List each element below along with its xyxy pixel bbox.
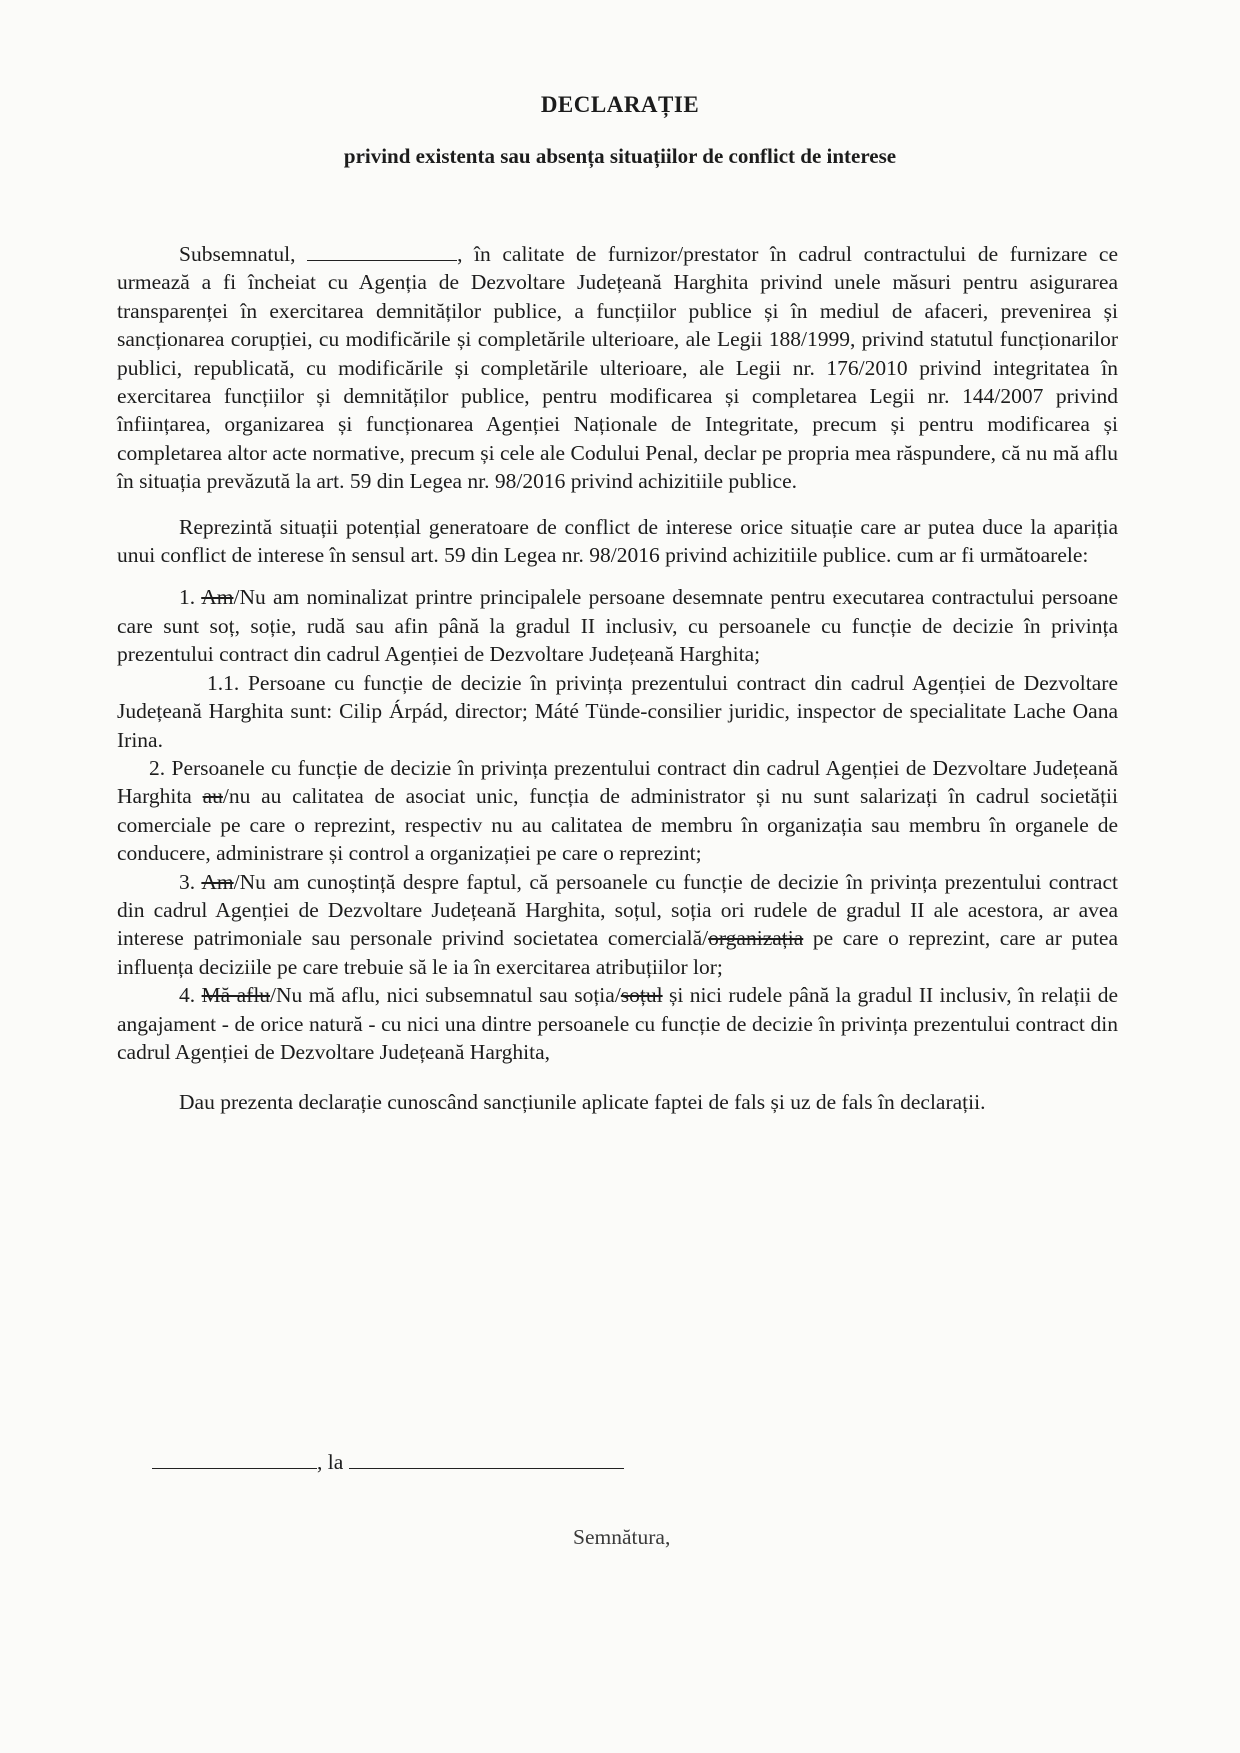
item-1 xyxy=(117,583,1118,668)
item-1-text: /Nu am nominalizat printre principalele persoane desemnate pentru executarea contractului persoane care sunt soț, soție, rudă sau afin până la gradul II inclusiv, cu persoanele cu funcție de decizie în privința prezentului contract din cadrul Agenției de Dezvoltare Județeană Harghita; xyxy=(117,585,1118,667)
item-3-text-after: pe care o reprezint, care ar putea influența deciziile pe care trebuie să le ia în exercitarea atribuțiilor lor; xyxy=(117,926,1118,979)
intro-lead: Subsemnatul, xyxy=(179,242,296,266)
item-3-struck-organization: organizația xyxy=(708,926,804,951)
document-body xyxy=(117,240,1118,1117)
item-1-1: 1.1. Persoane cu funcție de decizie în privința prezentului contract din cadrul Agenției de Dezvoltare Județeană Harghita sunt: Cilip Árpád, director; Máté Tünde-consilier juridic, inspector de specialitate Lache Oana Irina. xyxy=(117,670,1118,752)
document-title: DECLARAȚIE xyxy=(540,92,700,117)
place-date-line xyxy=(152,1450,624,1475)
place-blank-line xyxy=(152,1450,317,1469)
item-4-text: /Nu mă aflu, nici subsemnatul sau soția/ xyxy=(270,983,621,1008)
item-1-number: 1. xyxy=(179,585,196,610)
item-4-struck-spouse: soțul xyxy=(620,983,663,1008)
item-3-text: /Nu am cunoștință despre faptul, că persoanele cu funcție de decizie în privința prezentului contract din cadrul Agenției de Dezvoltare Județeană Harghita, soțul, soția ori rudele de gradul II ale acestora, ar avea interese patrimoniale sau personale privind societatea comercială/ xyxy=(117,869,1118,951)
item-3-number: 3. xyxy=(179,869,196,894)
conflict-situations-paragraph: Reprezintă situații potențial generatoare de conflict de interese orice situație care ar putea duce la apariția unui conflict de interese în sensul art. 59 din Legea nr. 98/2016 privind achizitiile publice. cum ar fi următoarele: xyxy=(117,514,1118,568)
name-blank-line xyxy=(307,242,457,261)
item-2-struck-option: au xyxy=(202,784,223,809)
item-2-text-after: /nu au calitatea de asociat unic, funcția de administrator și nu sunt salarizați în cadrul societății comerciale pe care o reprezint, respectiv nu au calitatea de membru în organizația sau membru în organele de conducere, administrare și control a organizației pe care o reprezint; xyxy=(117,784,1118,866)
document-subtitle: privind existenta sau absența situațiilor de conflict de interese xyxy=(343,144,897,168)
item-4-text-after: și nici rudele până la gradul II inclusiv, în relații de angajament - de orice natură - cu nici una dintre persoanele cu funcție de decizie în privința prezentului contract din cadrul Agenției de Dezvoltare Județeană Harghita, xyxy=(117,983,1118,1064)
item-1-struck-option: Am xyxy=(201,585,234,610)
item-4 xyxy=(117,981,1118,1066)
item-3-struck-option: Am xyxy=(201,869,234,894)
date-blank-line xyxy=(349,1450,624,1469)
intro-paragraph xyxy=(117,240,1118,496)
item-2-text-before: 2. Persoanele cu funcție de decizie în privința prezentului contract din cadrul Agenției de Dezvoltare Județeană Harghita xyxy=(117,755,1118,809)
intro-text: , în calitate de furnizor/prestator în cadrul contractului de furnizare ce urmează a fi încheiat cu Agenția de Dezvoltare Județeană Harghita privind unele măsuri pentru asigurarea transparenței în exercitarea demnităților publice, a funcțiilor publice și în mediul de afaceri, prevenirea și sancționarea corupției, cu modificările și completările ulterioare, ale Legii 188/1999, privind statutul funcționarilor publici, republicată, cu modificările și completările ulterioare, ale Legii nr. 176/2010 privind integritatea în exercitarea funcțiilor și demnităților publice, pentru modificarea și completarea Legii nr. 144/2007 privind înființarea, organizarea și funcționarea Agenției Naționale de Integritate, precum și pentru modificarea și completarea altor acte normative, precum și cele ale Codului Penal, declar pe propria mea răspundere, că nu mă aflu în situația prevăzută la art. 59 din Legea nr. 98/2016 privind achizitiile publice. xyxy=(117,242,1119,494)
item-4-number: 4. xyxy=(179,983,196,1008)
signature-label: Semnătura, xyxy=(573,1525,671,1549)
closing-paragraph: Dau prezenta declarație cunoscând sancțiunile aplicate faptei de fals și uz de fals în declarații. xyxy=(179,1090,986,1115)
place-date-connector: , la xyxy=(317,1450,344,1474)
item-2 xyxy=(117,754,1118,868)
item-4-struck-option: Mă aflu xyxy=(201,983,271,1008)
item-3 xyxy=(117,868,1118,982)
